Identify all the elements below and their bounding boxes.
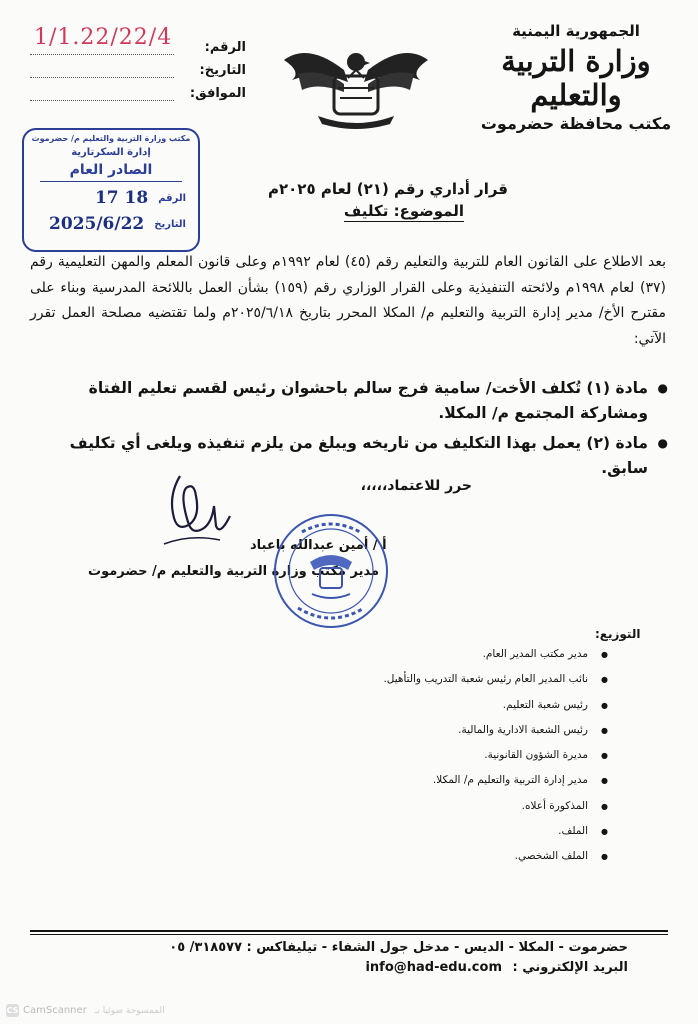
distribution-item: ● نائب المدير العام رئيس شعبة التدريب والتأهيل.	[140, 667, 610, 692]
stamp-number-value: 17 18	[94, 188, 149, 208]
number-value: 1/1.22/22/4	[34, 24, 173, 50]
distribution-item: ● مدير إدارة التربية والتعليم م/ المكلا.	[140, 768, 610, 793]
stamp-date-label: التاريخ	[154, 218, 186, 230]
date-label: التاريخ:	[199, 63, 246, 78]
preamble-paragraph: بعد الاطلاع على القانون العام للتربية والتعليم رقم (٤٥) لعام ١٩٩٢م وعلى قانون المعلم والمهن التعليمية رقم (٣٧) لعام ١٩٩٨م ولائحته التنفيذية وعلى القرار الوزاري رقم (١٥٩) بشأن العمل باللائحة المدرسية وبناء على مقترح الأخ/ مدير إدارة التربية والتعليم م/ المكلا المحرر بتاريخ ٢٠٢٥/٦/١٨م ولما تقتضيه مصلحة العمل تقرر الآتي:	[30, 254, 666, 347]
decision-subject: الموضوع: تكليف	[343, 202, 464, 220]
approval-label: الموافق:	[189, 86, 246, 101]
footer-divider-thin	[30, 934, 668, 935]
stamp-office: مكتب وزارة التربية والتعليم م/ حضرموت	[31, 134, 191, 143]
email-label: البريد الإلكتروني :	[512, 960, 628, 975]
distribution-list	[140, 642, 610, 870]
number-label: الرقم:	[204, 40, 246, 55]
office-name: مكتب محافظة حضرموت	[480, 114, 672, 133]
stamp-date-row	[28, 214, 194, 234]
date-row	[30, 59, 246, 82]
articles-list	[38, 376, 670, 486]
stamp-date-value: 2025/6/22	[49, 214, 145, 234]
stamp-number-label: الرقم	[158, 192, 186, 204]
ministry-name: وزارة التربية والتعليم	[501, 44, 651, 112]
number-row	[30, 24, 246, 59]
stamp-number-row	[28, 188, 194, 208]
distribution-item: ● رئيس الشعبة الادارية والمالية.	[140, 718, 610, 743]
camscanner-logo-icon: CS	[6, 1006, 19, 1015]
footer-divider	[30, 930, 668, 932]
distribution-item: ● مديرة الشؤون القانونية.	[140, 743, 610, 768]
scanner-app-name: CamScanner	[23, 1005, 87, 1016]
distribution-item: ● الملف.	[140, 819, 610, 844]
approval-row	[30, 82, 246, 105]
footer-address: حضرموت - المكلا - الديس - مدخل جول الشفاء - تيليفاكس : ٣١٨٥٧٧/ ٠٥	[169, 940, 628, 955]
scanner-watermark	[6, 1004, 165, 1017]
article-item: ● مادة (١) تُكلف الأخت/ سامية فرج سالم باحشوان رئيس لقسم تعليم الفتاة ومشاركة المجتمع م/ المكلا.	[38, 376, 670, 426]
distribution-item: ● رئيس شعبة التعليم.	[140, 693, 610, 718]
decision-title: قرار أداري رقم (٢١) لعام ٢٠٢٥م	[267, 180, 508, 198]
stamp-department: إدارة السكرتارية	[71, 147, 151, 158]
footer-email-line	[365, 960, 628, 975]
scanner-caption: الممسوحة ضوئيا بـ	[94, 1005, 165, 1016]
republic-name: الجمهورية اليمنية	[512, 22, 640, 40]
signer-name: أ / أمين عبدالله باعباد	[250, 538, 387, 553]
distribution-title: التوزيع:	[595, 627, 641, 641]
distribution-item: ● المذكورة أعلاه.	[140, 794, 610, 819]
distribution-item: ● مدير مكتب المدير العام.	[140, 642, 610, 667]
email-address: info@had-edu.com	[365, 960, 502, 975]
letterhead-right	[476, 22, 676, 133]
distribution-item: ● الملف الشخصي.	[140, 844, 610, 869]
eagle-emblem-icon	[278, 40, 434, 132]
reference-block	[30, 24, 246, 105]
outgoing-stamp	[22, 128, 200, 252]
signer-title: مدير مكتب وزارة التربية والتعليم م/ حضرموت	[88, 564, 380, 579]
article-item: ● مادة (٢) يعمل بهذا التكليف من تاريخه ويبلغ من يلزم تنفيذه ويلغى أي تكليف سابق.	[38, 431, 670, 481]
official-seal-icon	[272, 512, 390, 630]
stamp-register: الصادر العام	[40, 162, 182, 182]
closing-line: حرر للاعتماد،،،،،	[360, 478, 472, 494]
handwritten-signature-icon	[160, 466, 238, 550]
